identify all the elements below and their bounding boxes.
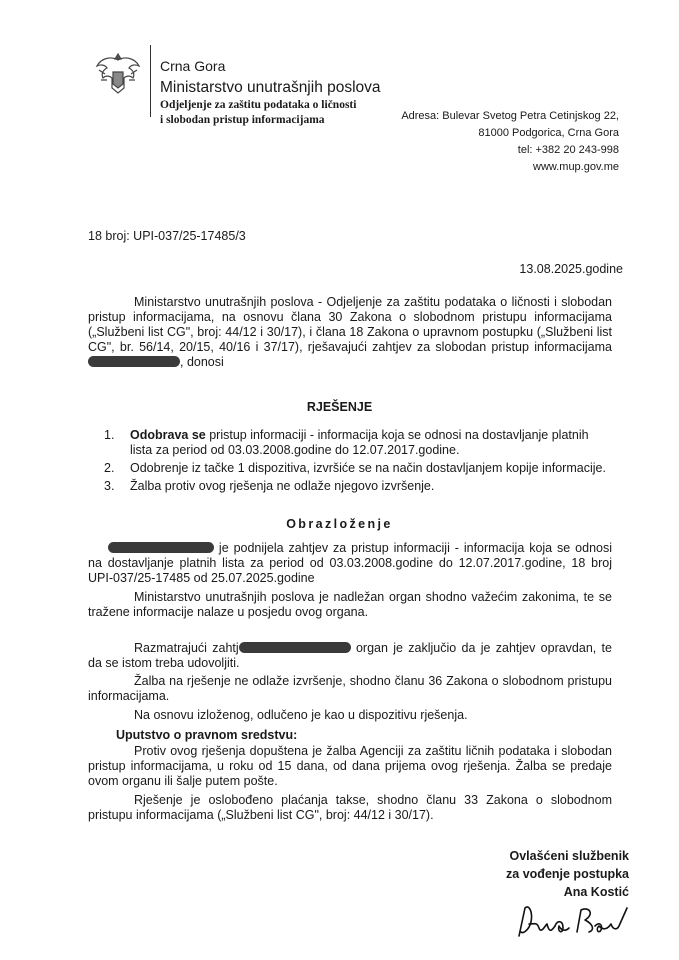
legal-remedy-paragraph-2: Rješenje je oslobođeno plaćanja takse, shodno članu 33 Zakona o slobodnom pristupu informacijama („Službeni list CG", broj: 44/12 i 30/17). bbox=[88, 793, 612, 822]
signature-title-1: Ovlašćeni službenik bbox=[509, 849, 629, 863]
reasoning-paragraph-5: Na osnovu izloženog, odlučeno je kao u dispozitivu rješenja. bbox=[134, 708, 468, 722]
website: www.mup.gov.me bbox=[533, 161, 619, 173]
reasoning-paragraph-2: Ministarstvo unutrašnjih poslova je nadležan organ shodno važećim zakonima, te se tražene informacije nalaze u posjedu ovog organa. bbox=[88, 590, 612, 619]
signature-block bbox=[506, 847, 629, 901]
intro-text: Ministarstvo unutrašnjih poslova - Odjeljenje za zaštitu podataka o ličnosti i slobodan pristup informacijama, na osnovu člana 30 Zakona o slobodnom pristupu informacijama („Službeni list CG", broj: 44/12 i 30/17), i člana 18 Zakona o upravnom postupku („Službeni list CG", br. 56/14, 20/15, 40/16 i 37/17), rješavajući zahtjev za slobodan pristup informacijama bbox=[88, 295, 612, 354]
handwritten-signature bbox=[515, 902, 635, 942]
phone: tel: +382 20 243-998 bbox=[517, 144, 619, 156]
reasoning-paragraph-3: Razmatrajući zahtj organ je zaključio da je zahtjev opravdan, te da se istom treba udovoljiti. bbox=[88, 641, 612, 670]
decision-title: RJEŠENJE bbox=[306, 400, 373, 414]
reasoning-paragraph-4: Žalba na rješenje ne odlaže izvršenje, shodno članu 36 Zakona o slobodnom pristupu informacijama. bbox=[88, 674, 612, 703]
reasoning-paragraph-1: je podnijela zahtjev za pristup informaciji - informacija koja se odnosi na dostavljanje platnih lista za period od 03.03.2008.godine do 12.07.2017.godine, 18 broj UPI-037/25-17485 od 25.07.2025.godine bbox=[88, 541, 612, 585]
intro-paragraph bbox=[88, 295, 612, 370]
org-country: Crna Gora bbox=[160, 58, 226, 74]
signatory-name: Ana Kostić bbox=[563, 885, 629, 899]
department-line-2: i slobodan pristup informacijama bbox=[160, 114, 325, 126]
coat-of-arms-icon bbox=[93, 50, 143, 96]
decision-item: 2. Odobrenje iz tačke 1 dispozitiva, izvršiće se na način dostavljanjem kopije informacije. bbox=[104, 461, 606, 475]
intro-text-end: , donosi bbox=[180, 355, 224, 369]
redacted-name bbox=[239, 642, 351, 653]
decision-item: 1. Odobrava se pristup informaciji - informacija koja se odnosi na dostavljanje platnih lista za period od 03.03.2008.godine do 12.07.2017.godine. bbox=[104, 428, 589, 457]
department-line-1: Odjeljenje za zaštitu podataka o ličnosti bbox=[160, 99, 357, 111]
redacted-name bbox=[108, 542, 214, 553]
signature-title-2: za vođenje postupka bbox=[506, 867, 629, 881]
address-line-2: 81000 Podgorica, Crna Gora bbox=[478, 127, 619, 139]
decision-items bbox=[104, 428, 612, 497]
reasoning-title: Obrazloženje bbox=[286, 517, 393, 531]
org-ministry: Ministarstvo unutrašnjih poslova bbox=[160, 79, 381, 96]
decision-item: 3. Žalba protiv ovog rješenja ne odlaže njegovo izvršenje. bbox=[104, 479, 435, 493]
legal-remedy-paragraph-1: Protiv ovog rješenja dopuštena je žalba Agenciji za zaštitu ličnih podataka i slobodan pristup informacijama, u roku od 15 dana, od dana prijema ovog rješenja. Žalba se predaje ovom organu ili šalje putem pošte. bbox=[88, 744, 612, 788]
legal-remedy-title: Uputstvo o pravnom sredstvu: bbox=[116, 728, 298, 742]
address-block bbox=[319, 108, 619, 176]
redacted-name bbox=[88, 356, 180, 367]
address-line-1: Adresa: Bulevar Svetog Petra Cetinjskog 22, bbox=[401, 110, 619, 122]
reference-number: 18 broj: UPI-037/25-17485/3 bbox=[88, 229, 246, 243]
document-date: 13.08.2025.godine bbox=[519, 262, 623, 276]
header-divider bbox=[150, 45, 151, 117]
